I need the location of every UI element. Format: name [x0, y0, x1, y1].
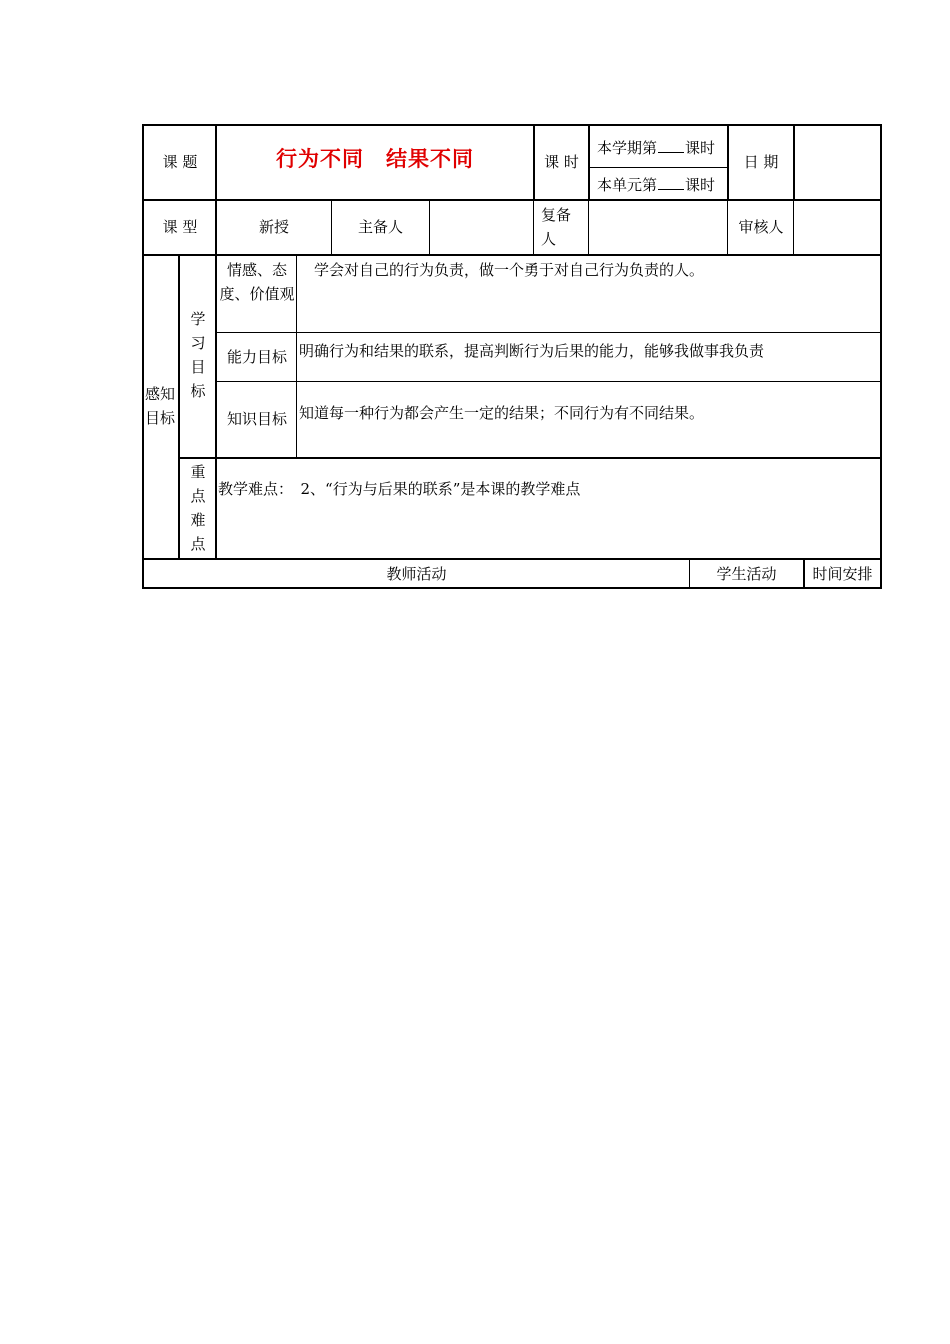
col-divider [215, 254, 217, 559]
row-divider [589, 167, 728, 168]
unit-hours-suffix: 课时 [685, 176, 716, 194]
topic-label: 课 题 [162, 153, 198, 171]
date-label: 日 期 [743, 153, 779, 171]
row-divider [216, 332, 882, 333]
emotion-text: 学会对自己的行为负责，做一个勇于对自己行为负责的人。 [314, 261, 705, 279]
teacher-activity-header: 教师活动 [386, 565, 447, 583]
ability-label: 能力目标 [226, 348, 287, 366]
col-divider [429, 199, 430, 255]
time-arrangement-header: 时间安排 [812, 565, 873, 583]
audit-label: 审核人 [738, 218, 784, 236]
row-divider [178, 457, 882, 459]
semester-hours-suffix: 课时 [685, 139, 716, 157]
ability-text-content: 明确行为和结果的联系，提高判断行为后果的能力，能够我做事我负责 [299, 342, 765, 360]
semester-hours-prefix: 本学期第 [597, 139, 658, 157]
knowledge-text: 知道每一种行为都会产生一定的结果；不同行为有不同结果。 [299, 404, 705, 422]
lesson-title: 行为不同 结果不同 [276, 146, 474, 171]
outer-goal-label: 感知目标 [145, 385, 176, 427]
student-activity-header: 学生活动 [716, 565, 777, 583]
knowledge-label: 知识目标 [226, 410, 287, 428]
hours-label: 课 时 [544, 153, 579, 171]
col-divider [588, 124, 590, 200]
lead-label: 主备人 [357, 218, 403, 236]
col-divider [588, 199, 589, 255]
review-label: 复备人 [541, 206, 572, 248]
unit-hours-blank [658, 175, 684, 190]
key-points-text: 教学难点： 2、“行为与后果的联系”是本课的教学难点 [218, 480, 581, 498]
key-points-label: 重点难点 [190, 463, 206, 553]
semester-hours-blank [658, 138, 684, 153]
unit-hours [597, 173, 715, 197]
row-divider [142, 558, 882, 560]
semester-hours [597, 136, 715, 160]
study-goal-label: 学习目标 [190, 310, 206, 400]
col-divider [793, 124, 795, 200]
row-divider [216, 381, 882, 382]
type-value: 新授 [258, 218, 289, 236]
emotion-label: 情感、态度、价值观 [219, 261, 295, 303]
col-divider [727, 199, 728, 255]
unit-hours-prefix: 本单元第 [597, 176, 658, 194]
row-divider [142, 199, 882, 201]
col-divider [178, 254, 180, 559]
col-divider [296, 254, 297, 458]
type-label: 课 型 [162, 218, 198, 236]
row-divider [142, 254, 882, 256]
ability-text [299, 339, 764, 363]
col-divider [793, 199, 794, 255]
col-divider [533, 199, 534, 255]
